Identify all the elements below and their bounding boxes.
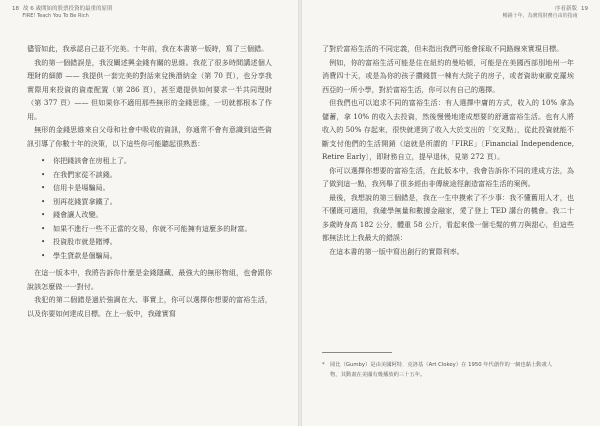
right-running-subtitle: 暢銷十年，為實現財務自由的指南 bbox=[502, 13, 578, 19]
footnote-marker: * bbox=[322, 362, 325, 368]
right-running-title: 序看新版 bbox=[554, 6, 577, 12]
paragraph: 在這本書的第一版中寫出創行的實際利率。 bbox=[329, 246, 464, 256]
list-item: • 在我們家從不談錢。 bbox=[41, 168, 272, 182]
paragraph: 無形的金錢思維來自父母和社會中吸收的資訊，你通常不會有意識到這些資訊引導了你數十年的決策，以下這些你可能聽起很熟悉： bbox=[27, 125, 272, 148]
paragraph: 了對於富裕生活的不同定義，但未指出我們可能會採取不同路線來實現目標。 bbox=[322, 44, 564, 53]
right-page-body bbox=[322, 42, 574, 258]
paragraph: 例如，你的富裕生活可能是住在紐約的曼哈頓，可能是在美國西部別地州一年消費四十天，或是為你的孩子攢錢買一棟有大院子的房子，或者資助東歐克羅埃西亞的一所小學，對於富裕生活，你可以有自己的選擇。 bbox=[322, 57, 574, 94]
list-item: • 信用卡是場騙局。 bbox=[41, 181, 272, 195]
footnote-text: 岡比（Gumby）是由美國阿特．克洛基（Art Clokey）在 1950 年代創作的一個也黏土動畫人物，其動畫在美國有幾播放約三十五年。 bbox=[330, 362, 553, 378]
footnote bbox=[322, 360, 560, 380]
paragraph: 儘管如此，我承認自己並不完美。十年前，我在本書第一版時，寫了三個錯。 bbox=[27, 44, 269, 53]
right-page-number: 19 bbox=[581, 6, 588, 12]
left-page bbox=[0, 0, 298, 426]
paragraph: 你可以選擇你想要的富裕生活，在此版本中，我會告訴你不同的達成方法，為了做到這一點，我列舉了很多經由非傳統途徑創造富裕生活的案例。 bbox=[322, 165, 574, 188]
list-item: • 如果不進行一些不正當的交易，你就不可能擁有這麼多的財富。 bbox=[41, 222, 272, 236]
footnote-rule bbox=[322, 352, 392, 353]
list-item: • 你把錢該會在房租上了。 bbox=[41, 154, 272, 168]
paragraph: 我的第一個錯誤是，我沒闡述興金錢有關的思維。我花了很多時間講述個人理財的細節 —— 我提供一套完美的對話來兌換潛納金（第 70 頁），也分享我實際用來投資的資產配置（第 286 頁），甚至還提供如何要求一半共同理財（第 377 頁）—— 但如果你不適用那些無形的金錢思維，一切就都根本了作用。 bbox=[27, 57, 272, 121]
left-page-number: 18 bbox=[12, 6, 19, 12]
money-beliefs-list bbox=[41, 154, 272, 262]
list-item: • 學生貸款是個騙局。 bbox=[41, 249, 272, 263]
list-item: • 錢會讓人改變。 bbox=[41, 208, 272, 222]
paragraph: 但我們也可以追求不同的富裕生活：有人選擇中庸的方式，收入的 10% 拿為儲蓄，拿 10% 的收入去投資，然後慢慢地達成想要的舒適富裕生活。也有人將收入的 50% 存起來，很快就達到了收入大於支出的「交叉點」，從此投資就能不斷支付他們的生活開銷（這就是所謂的「FIRE」〔Financial Independence, Retire Early〕，即財務自立，提早退休，見第 272 頁）。 bbox=[322, 98, 574, 161]
right-page bbox=[302, 0, 600, 426]
list-item: • 別再花錢買拿鐵了。 bbox=[41, 195, 272, 209]
list-item: • 投資股市就是賭博。 bbox=[41, 235, 272, 249]
paragraph: 我犯的第二個錯是過於強調在大、事實上，你可以選擇你想要的富裕生活，以及你要如何達成目標。在上一版中，我確實寫 bbox=[27, 295, 272, 318]
paragraph: 最後，我想說的第三個錯是，我在一生中摸索了不少事：我不懂舊用人才，也不懂既可適用，我確學無量和數據金融家，愛了登上 TED 講台的機會。我二十多歲時身高 182 公分，體重 58 公斤，看起來像一個毛髮的剪刀與甜心，但這些都無法比上我最大的錯誤： bbox=[322, 192, 574, 242]
paragraph: 在這一版本中，我將告訴你什麼是金錢隱藏、最強大的無形物組，也會跟你說該怎麼做一一對付。 bbox=[27, 268, 272, 291]
left-running-title: 故 6 歲開始的股票投資的最重的原則 bbox=[23, 6, 113, 12]
left-page-body bbox=[27, 42, 272, 320]
left-running-subtitle: FIRE! Teach You To Be Rich bbox=[22, 13, 89, 19]
right-page-header bbox=[503, 6, 588, 20]
left-page-header bbox=[12, 6, 113, 20]
